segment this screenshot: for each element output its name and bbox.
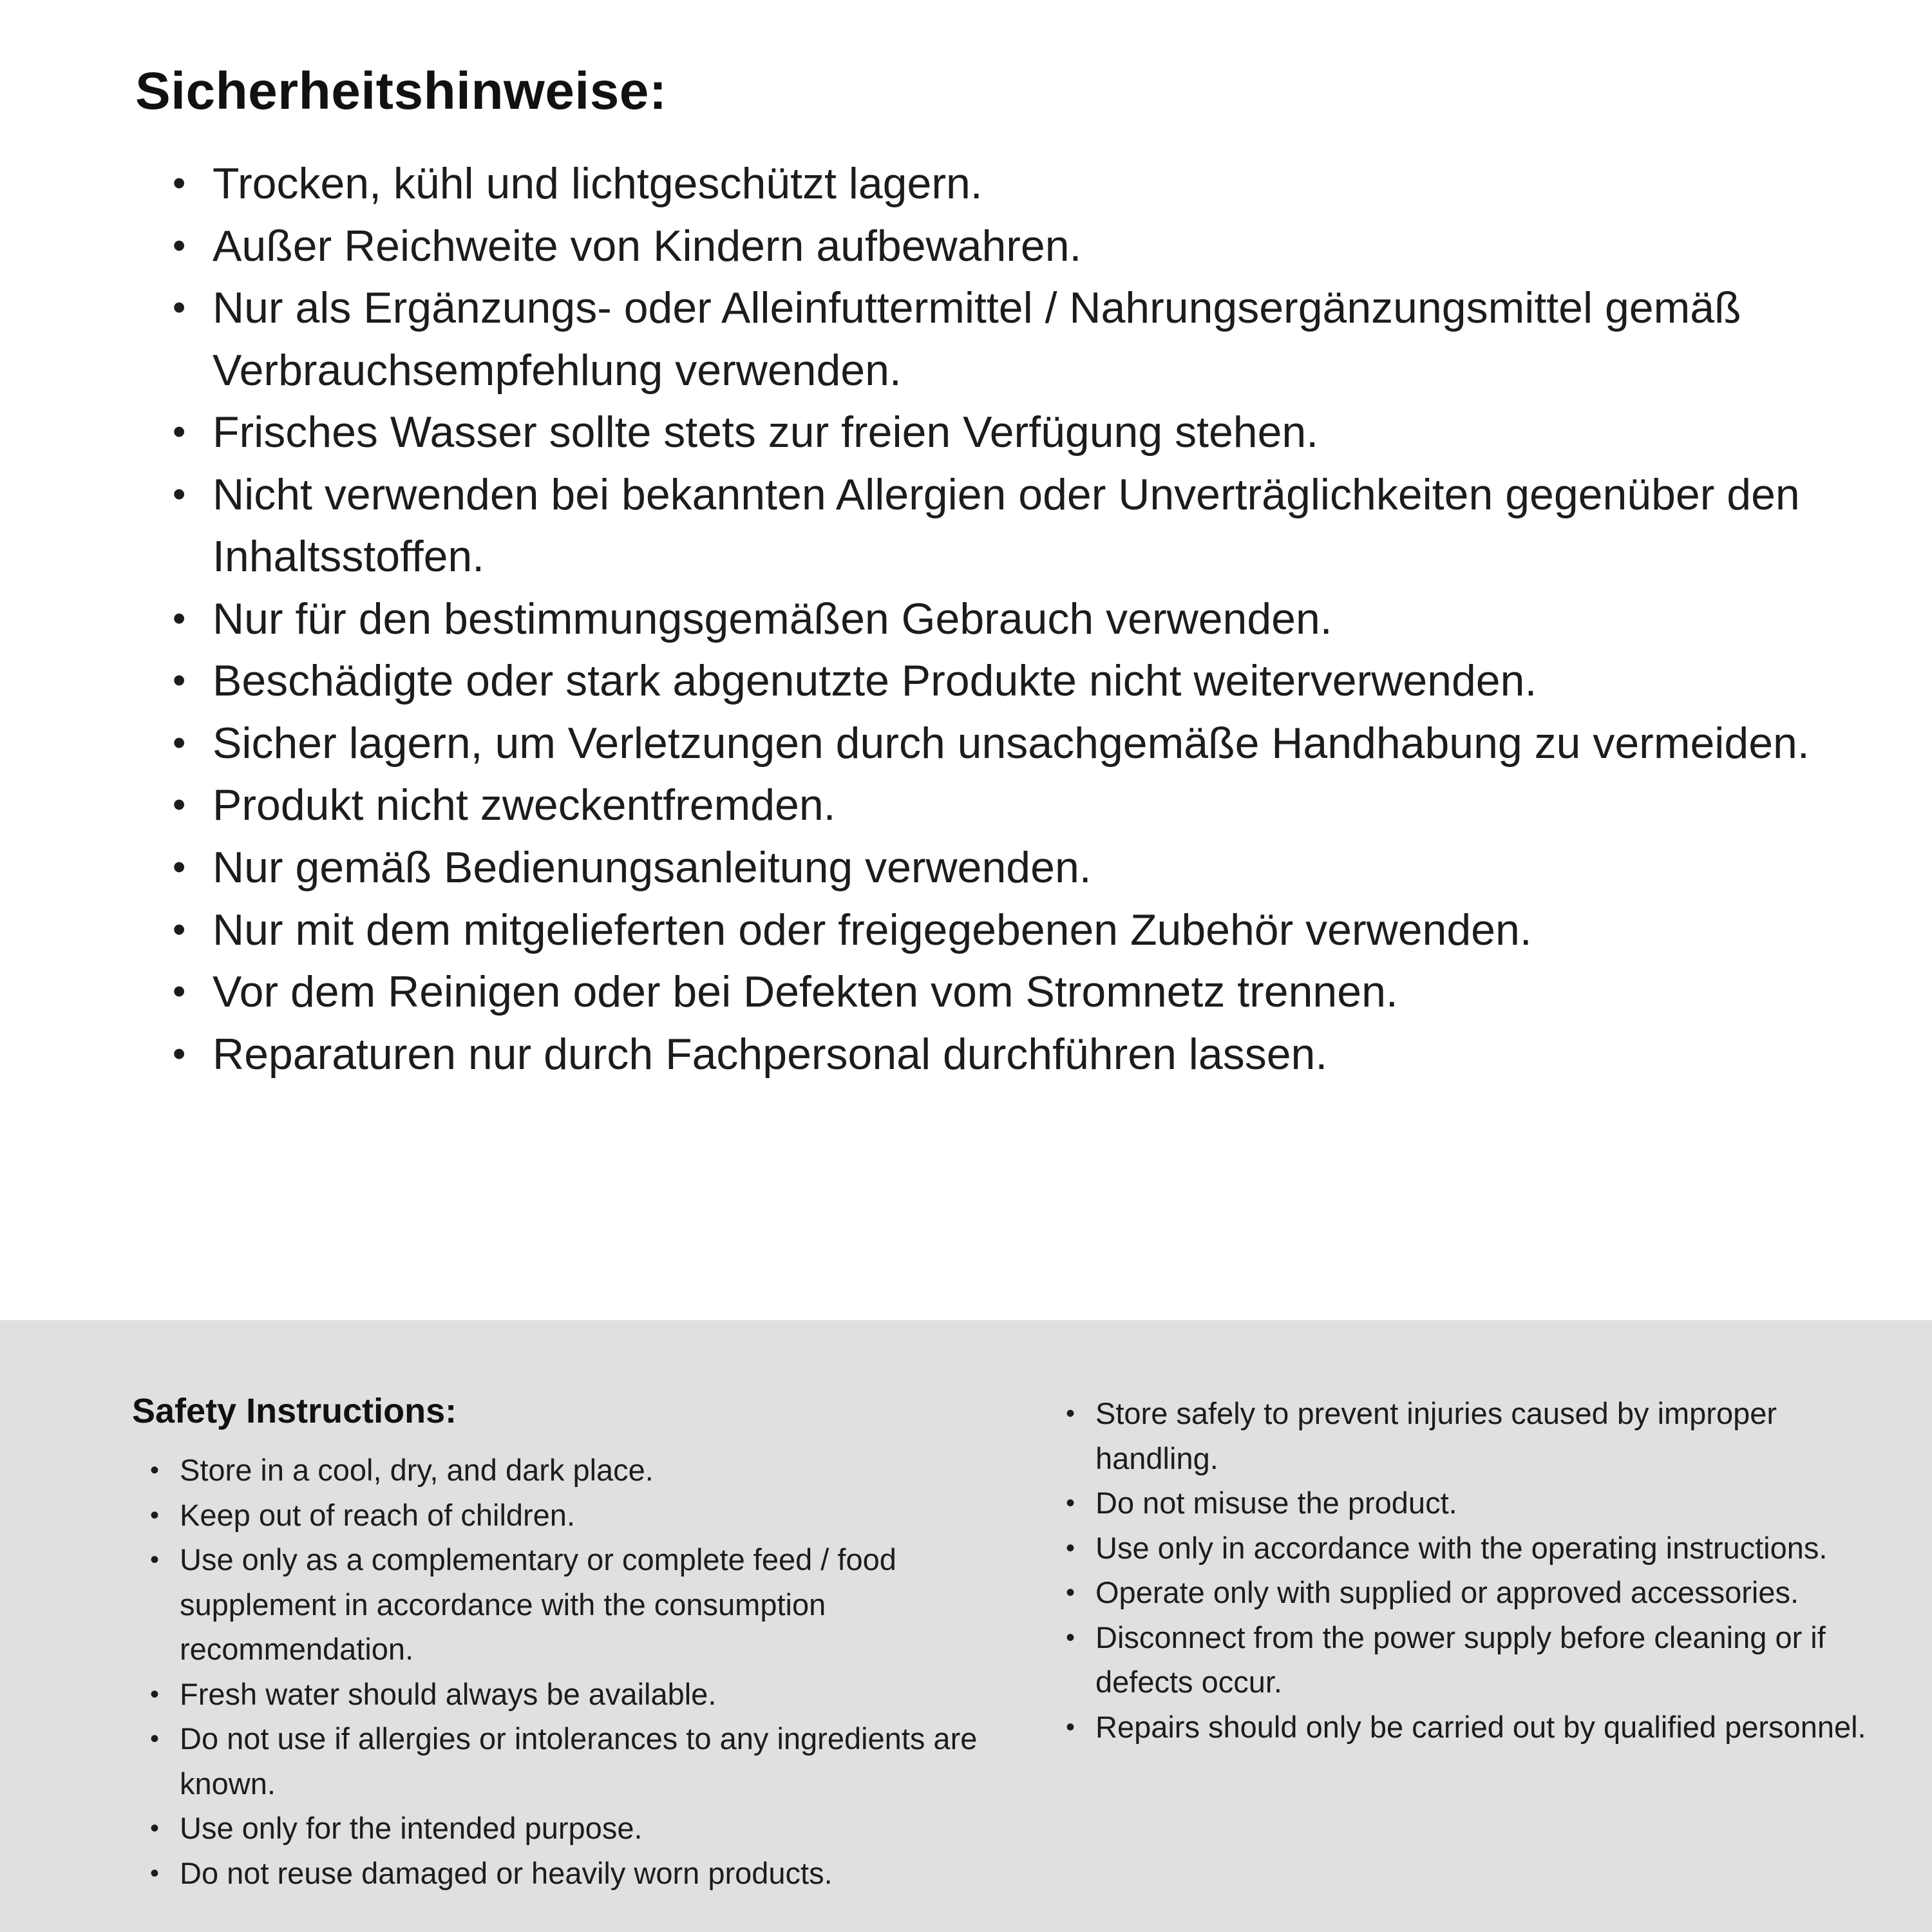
list-item: • Use only for the intended purpose. [150, 1806, 989, 1851]
list-item: • Store in a cool, dry, and dark place. [150, 1448, 989, 1493]
german-section-title: Sicherheitshinweise: [135, 62, 667, 120]
list-item: • Fresh water should always be available. [150, 1672, 989, 1717]
list-item: • Keep out of reach of children. [150, 1493, 989, 1538]
english-left-column [132, 1391, 989, 1932]
list-item: • Trocken, kühl und lichtgeschützt lagern. [173, 153, 1816, 215]
list-item: • Repairs should only be carried out by qualified personnel. [1066, 1705, 1897, 1750]
english-right-column [1066, 1391, 1897, 1932]
list-item: • Store safely to prevent injuries caused by improper handling. [1066, 1391, 1897, 1481]
list-item: • Frisches Wasser sollte stets zur freien Verfügung stehen. [173, 401, 1816, 464]
list-item: • Nur gemäß Bedienungsanleitung verwenden. [173, 837, 1816, 899]
list-item: • Operate only with supplied or approved accessories. [1066, 1570, 1897, 1615]
list-item: • Außer Reichweite von Kindern aufbewahren. [173, 215, 1816, 278]
list-item: • Use only in accordance with the operating instructions. [1066, 1526, 1897, 1571]
list-item: • Reparaturen nur durch Fachpersonal durchführen lassen. [173, 1023, 1816, 1086]
german-safety-list [173, 153, 1816, 1085]
list-item: • Sicher lagern, um Verletzungen durch unsachgemäße Handhabung zu vermeiden. [173, 712, 1816, 775]
list-item: • Nur für den bestimmungsgemäßen Gebrauch verwenden. [173, 588, 1816, 650]
list-item: • Do not reuse damaged or heavily worn products. [150, 1851, 989, 1896]
list-item: • Nicht verwenden bei bekannten Allergien oder Unverträglichkeiten gegenüber den Inhaltsstoffen. [173, 464, 1816, 588]
list-item: • Beschädigte oder stark abgenutzte Produkte nicht weiterverwenden. [173, 650, 1816, 712]
list-item: • Do not misuse the product. [1066, 1481, 1897, 1526]
list-item: • Disconnect from the power supply before cleaning or if defects occur. [1066, 1615, 1897, 1705]
english-safety-list-left [150, 1448, 989, 1895]
list-item: • Use only as a complementary or complete feed / food supplement in accordance with the consumption recommendation. [150, 1537, 989, 1672]
list-item: • Nur mit dem mitgelieferten oder freigegebenen Zubehör verwenden. [173, 899, 1816, 961]
list-item: • Produkt nicht zweckentfremden. [173, 774, 1816, 837]
english-safety-list-right [1066, 1391, 1897, 1749]
list-item: • Do not use if allergies or intolerances to any ingredients are known. [150, 1716, 989, 1806]
list-item: • Nur als Ergänzungs- oder Alleinfuttermittel / Nahrungsergänzungsmittel gemäß Verbrauchsempfehlung verwenden. [173, 277, 1816, 401]
english-section-title: Safety Instructions: [132, 1392, 457, 1430]
english-safety-section [0, 1320, 1932, 1932]
list-item: • Vor dem Reinigen oder bei Defekten vom Stromnetz trennen. [173, 961, 1816, 1023]
